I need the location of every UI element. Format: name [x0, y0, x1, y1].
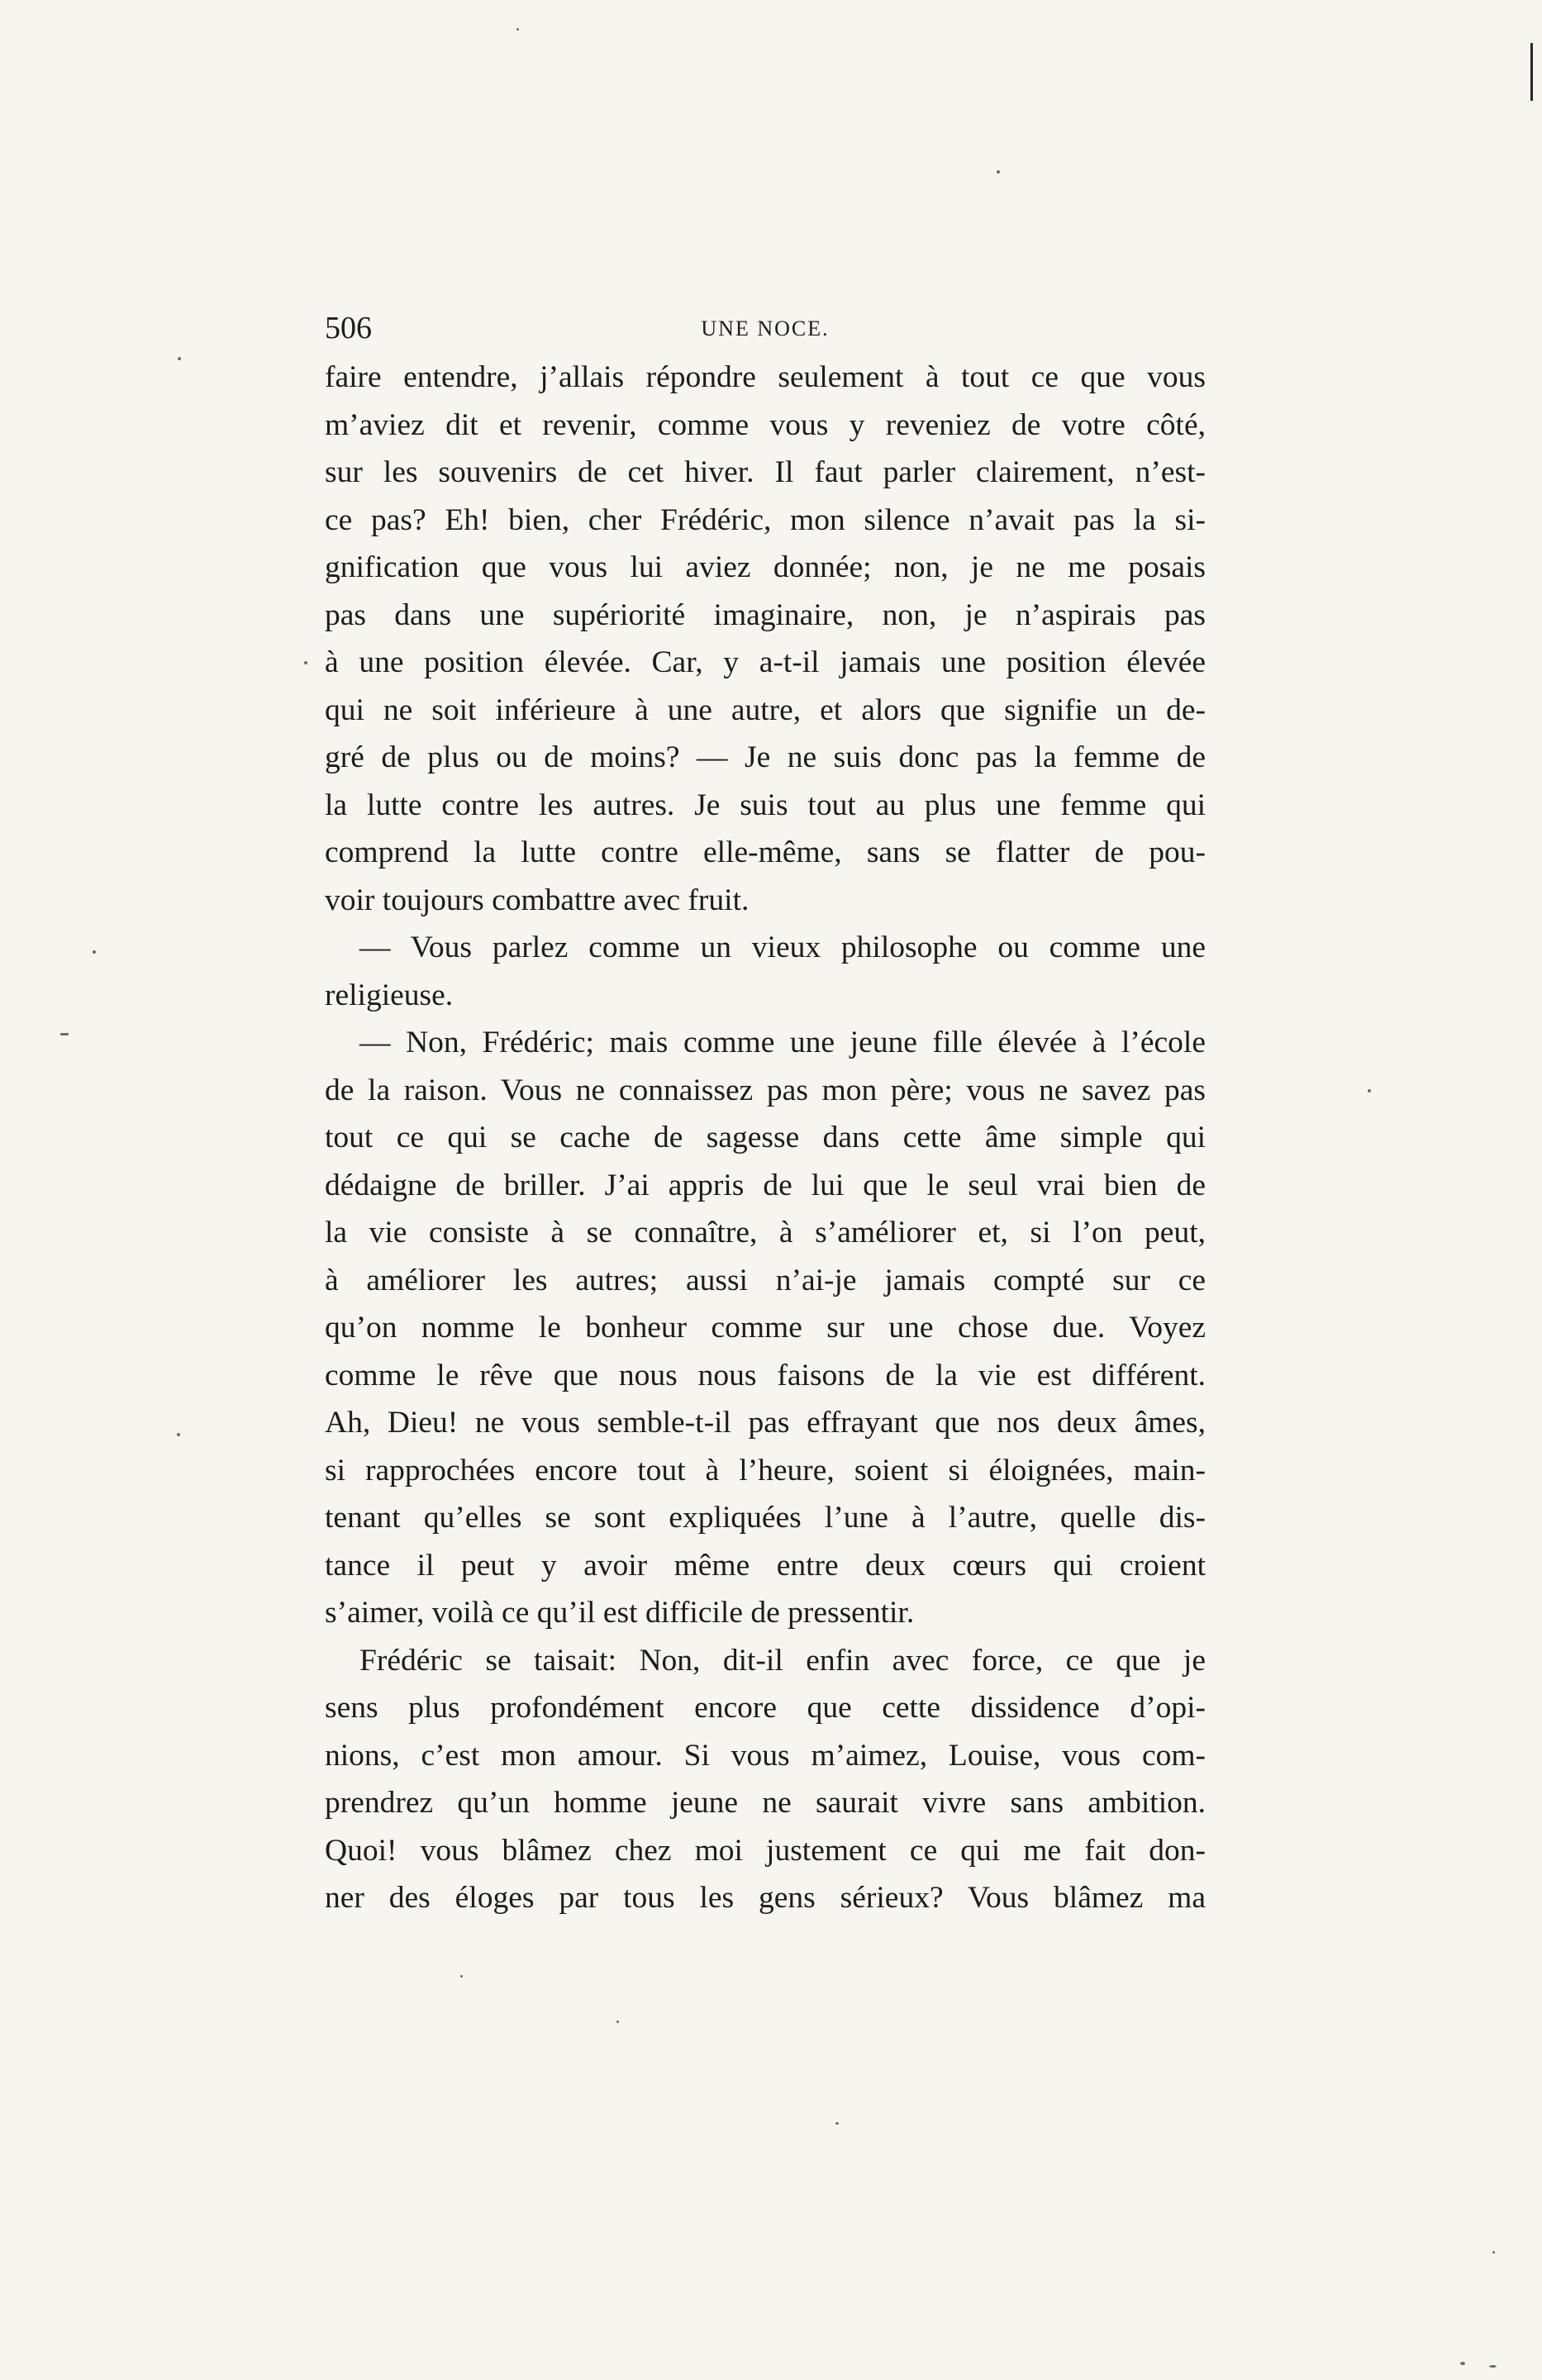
text-line: comprend la lutte contre elle-même, sans se flatter de pou-	[325, 835, 1206, 869]
text-line: Ah, Dieu! ne vous semble-t-il pas effrayant que nos deux âmes,	[325, 1406, 1206, 1440]
text-line: sur les souvenirs de cet hiver. Il faut parler clairement, n’est-	[325, 455, 1206, 489]
text-line: gré de plus ou de moins? — Je ne suis donc pas la femme de	[325, 740, 1206, 774]
text-line: tenant qu’elles se sont expliquées l’une à l’autre, quelle dis-	[325, 1501, 1206, 1535]
scan-speck	[1492, 2251, 1495, 2254]
paragraph-3	[325, 1019, 1206, 1637]
text-line: ce pas? Eh! bien, cher Frédéric, mon silence n’avait pas la si-	[325, 502, 1206, 537]
text-line: Quoi! vous blâmez chez moi justement ce qui me fait don-	[325, 1833, 1206, 1868]
scan-speck	[616, 2021, 619, 2023]
text-line: m’aviez dit et revenir, comme vous y reveniez de votre côté,	[325, 407, 1206, 442]
running-title: UNE NOCE.	[701, 317, 830, 340]
text-line: voir toujours combattre avec fruit.	[325, 883, 750, 917]
text-line: religieuse.	[325, 978, 454, 1012]
text-line: tance il peut y avoir même entre deux cœurs qui croient	[325, 1548, 1206, 1583]
scan-speck	[178, 357, 181, 360]
text-line: — Non, Frédéric; mais comme une jeune fille élevée à l’école	[359, 1026, 1206, 1059]
paragraph-1	[325, 354, 1206, 924]
text-line: qui ne soit inférieure à une autre, et alors que signifie un de-	[325, 693, 1206, 727]
running-header	[325, 307, 1206, 349]
text-line: si rapprochées encore tout à l’heure, soient si éloignées, main-	[325, 1453, 1206, 1488]
scan-speck	[1489, 2365, 1497, 2368]
text-line: gnification que vous lui aviez donnée; non, je ne me posais	[325, 550, 1206, 584]
paragraph-2	[325, 924, 1206, 1019]
text-line: comme le rêve que nous nous faisons de la vie est différent.	[325, 1358, 1206, 1392]
scan-speck	[60, 1033, 69, 1035]
paragraph-4	[325, 1637, 1206, 1922]
scan-speck	[997, 170, 1000, 174]
body-text	[325, 354, 1206, 1922]
page-number: 506	[325, 311, 372, 345]
text-line: ner des éloges par tous les gens sérieux? Vous blâmez ma	[325, 1881, 1206, 1915]
scan-speck	[177, 1433, 180, 1436]
text-line: à améliorer les autres; aussi n’ai-je jamais compté sur ce	[325, 1263, 1206, 1297]
text-line: nions, c’est mon amour. Si vous m’aimez, Louise, vous com-	[325, 1738, 1206, 1773]
text-line: dédaigne de briller. J’ai appris de lui que le seul vrai bien de	[325, 1168, 1206, 1202]
text-line: de la raison. Vous ne connaissez pas mon père; vous ne savez pas	[325, 1073, 1206, 1107]
text-line: faire entendre, j’allais répondre seulement à tout ce que vous	[325, 360, 1206, 394]
text-line: la vie consiste à se connaître, à s’améliorer et, si l’on peut,	[325, 1216, 1206, 1250]
scan-speck	[93, 950, 96, 954]
text-line: à une position élevée. Car, y a-t-il jamais une position élevée	[325, 645, 1206, 679]
text-line: tout ce qui se cache de sagesse dans cette âme simple qui	[325, 1121, 1206, 1154]
text-line: s’aimer, voilà ce qu’il est difficile de pressentir.	[325, 1596, 915, 1630]
text-line: prendrez qu’un homme jeune ne saurait vivre sans ambition.	[325, 1786, 1206, 1820]
text-line: Frédéric se taisait: Non, dit-il enfin avec force, ce que je	[359, 1643, 1206, 1678]
scan-speck	[1460, 2362, 1465, 2365]
scan-speck	[304, 661, 307, 664]
text-line: qu’on nomme le bonheur comme sur une chose due. Voyez	[325, 1311, 1206, 1345]
text-line: sens plus profondément encore que cette dissidence d’opi-	[325, 1691, 1206, 1725]
text-line: pas dans une supériorité imaginaire, non, je n’aspirais pas	[325, 597, 1206, 632]
page-edge-mark	[1530, 43, 1533, 101]
scan-speck	[516, 28, 519, 31]
scan-speck	[835, 2122, 839, 2125]
text-line: la lutte contre les autres. Je suis tout au plus une femme qui	[325, 788, 1206, 822]
text-line: — Vous parlez comme un vieux philosophe ou comme une	[359, 931, 1206, 964]
scan-speck	[460, 1975, 463, 1978]
scan-speck	[1368, 1089, 1371, 1092]
